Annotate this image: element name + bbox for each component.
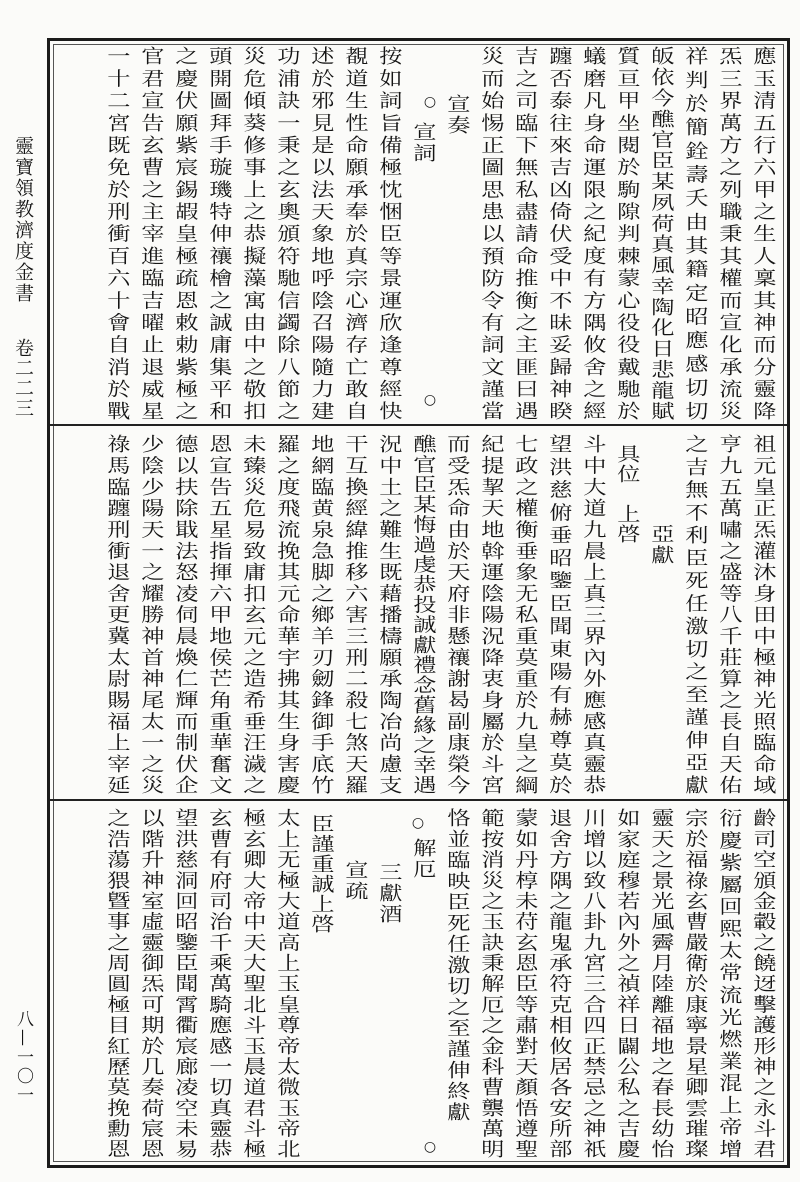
text-column: 況中土之難生既藉播檮願承陶冶尚慮支 [375, 434, 403, 794]
text-column: 宗於福祿玄曹嚴衛於康寧景星卿雲璀璨 [681, 808, 709, 1158]
text-column: 少陰少陽天一之耀勝神首神尾太一之災 [137, 434, 165, 794]
section-heading: 宣疏 [341, 860, 369, 902]
section-middle [100, 434, 780, 794]
text-column: 如家庭穆若內外之禎祥日闢公私之吉慶 [613, 808, 641, 1158]
text-column: 齡司空頒金轂之饒迓擊護形神之永斗君 [749, 808, 777, 1158]
section-divider [50, 424, 787, 426]
page-number: 八—一〇一 [13, 1010, 33, 1105]
text-column: 川增以致八卦九宮三合四正禁忌之神祇 [579, 808, 607, 1158]
text-column: 應玉清五行六甲之生人稟其神而分靈降 [749, 46, 777, 420]
text-column: 衍慶紫屬回熙太常流光燃業混上帝增 [715, 808, 743, 1158]
text-column: 祿馬臨躔刑衝退舍更冀太尉賜福上宰延 [103, 434, 131, 794]
text-column: 干互換經緯推移六害三刑二殺七煞天羅 [341, 434, 369, 794]
text-column: 羅之度飛流挽其元命華宇拂其生身害慶 [273, 434, 301, 794]
text-column: 祥判於簡銓壽夭由其籍定昭應感切切 [681, 46, 709, 420]
text-column: 太上无極大道高上玉皇尊帝太微玉帝北 [273, 808, 301, 1158]
text-column: 而受炁命由於天府非懸禳謝曷副康榮今 [443, 434, 471, 794]
text-column: 亨九五萬嘯之盛等八千莊算之長自天佑 [715, 434, 743, 794]
text-column: 之慶伏願紫宸錫嘏皇極疏恩敕勅紫極之 [171, 46, 199, 420]
text-column: 覩道生性命願承奉於真宗心濟存亡敢自 [341, 46, 369, 420]
text-column: 災而始惕正圖思患以預防令有詞文謹當 [477, 46, 505, 420]
text-column: 按如詞旨備極忱悃臣等景運欣逢尊經快 [375, 46, 403, 420]
text-column: 蟻磨凡身命運限之紀度有方隅攸舍之經 [579, 46, 607, 420]
text-column: 皈依今醮官臣某夙荷真風幸陶化日悲龍賦 [647, 46, 675, 420]
section-heading: 亞獻 [647, 524, 675, 566]
section-divider [50, 799, 787, 801]
text-column: 述於邪見是以法天象地呼陰召陽隨力建 [307, 46, 335, 420]
text-column: 望洪慈俯垂昭鑒臣聞東陽有赫尊莫於 [545, 434, 573, 794]
text-column: 未臻災危易致庸扣玄元之造希垂汪濊之 [239, 434, 267, 794]
text-column: 七政之權衡垂象无私重莫重於九皇之綱 [511, 434, 539, 794]
text-column: 紀提挈天地斡運陰陽況降衷身屬於斗宮 [477, 434, 505, 794]
volume-number: 卷二二三 [12, 338, 34, 418]
text-column: 頭開圖拜手璇璣特伸禳檜之誠庸集平和 [205, 46, 233, 420]
text-column: 災危傾葵修事上之恭擬藻寓由中之敬扣 [239, 46, 267, 420]
section-heading: 宣詞 [409, 122, 437, 164]
text-column: 靈天之景光風霽月陸離福地之春長幼怡 [647, 808, 675, 1158]
text-column: 蒙如丹椁未苻玄恩臣等肅對天顏悟遵聖 [511, 808, 539, 1158]
text-column: 一十二宮既免於刑衝百六十會自消於戰 [103, 46, 131, 420]
section-mark: ○ [423, 392, 437, 408]
section-mark: ○ [411, 815, 425, 831]
text-column: 極玄卿大帝中天大聖北斗玉晨道君斗極 [239, 808, 267, 1158]
section-heading: 三獻酒 [375, 862, 403, 925]
book-title: 靈寶領教濟度金書 [12, 136, 34, 304]
section-heading: 具位 上啓 [613, 444, 641, 544]
text-column: 祖元皇正炁灌沐身田中極神光照臨命域 [749, 434, 777, 794]
text-column: 恪並臨映臣死任激切之至謹伸終獻 [443, 808, 471, 1123]
text-column: 吉之司臨下無私盡請命推衡之主匪曰遇 [511, 46, 539, 420]
text-column: 質亘甲坐閱於駒隙判棘蒙心役役戴馳於 [613, 46, 641, 420]
text-column: 地網臨黄泉急脚之鄉羊刃劒鋒御手底竹 [307, 434, 335, 794]
text-column: 退舍方隅之龍鬼承符克相攸居各安所部 [545, 808, 573, 1158]
text-column: 以階升神室虛靈御炁可期於几奏荷宸恩 [137, 808, 165, 1158]
text-column: 躔否泰往來吉凶倚伏受中不昧妥歸神睽 [545, 46, 573, 420]
text-column: 德以扶除戢法怒凌伺晨煥仁輝而制伏企 [171, 434, 199, 794]
section-bottom [100, 808, 780, 1158]
text-column: 斗中大道九晨上真三界內外應感真靈恭 [579, 434, 607, 794]
text-column: 望洪慈洞回昭鑒臣聞霄衢宸廊凌空未易 [171, 808, 199, 1158]
section-heading: 解厄 [409, 838, 437, 880]
text-column: 範按消災之玉訣秉解厄之金科曹龒萬明 [477, 808, 505, 1158]
section-top [100, 46, 780, 420]
text-column: 炁三界萬方之列職秉其權而宣化承流災 [715, 46, 743, 420]
text-column: 之浩蕩猥曁事之周圓極目紅歷莫挽勳恩 [103, 808, 131, 1158]
text-column: 功浦訣一秉之玄奧頒符馳信蠲除八節之 [273, 46, 301, 420]
text-column: 恩宣告五星指揮六甲地侯芒角重華奮文 [205, 434, 233, 794]
section-heading: 臣謹重誠上啓 [307, 814, 335, 934]
text-column: 玄曹有府司治千乘萬騎應感一切真靈恭 [205, 808, 233, 1158]
text-column: 官君宣告玄曹之主宰進臨吉曜止退威星 [137, 46, 165, 420]
text-column: 醮官臣某悔過虔恭投誠獻禮念舊緣之幸遇 [409, 434, 437, 794]
section-heading: 宣奏 [443, 94, 471, 136]
section-mark: ○ [423, 1139, 437, 1155]
section-mark: ○ [423, 94, 437, 110]
text-column: 之吉無不利臣死任激切之至謹伸亞獻 [681, 434, 709, 794]
